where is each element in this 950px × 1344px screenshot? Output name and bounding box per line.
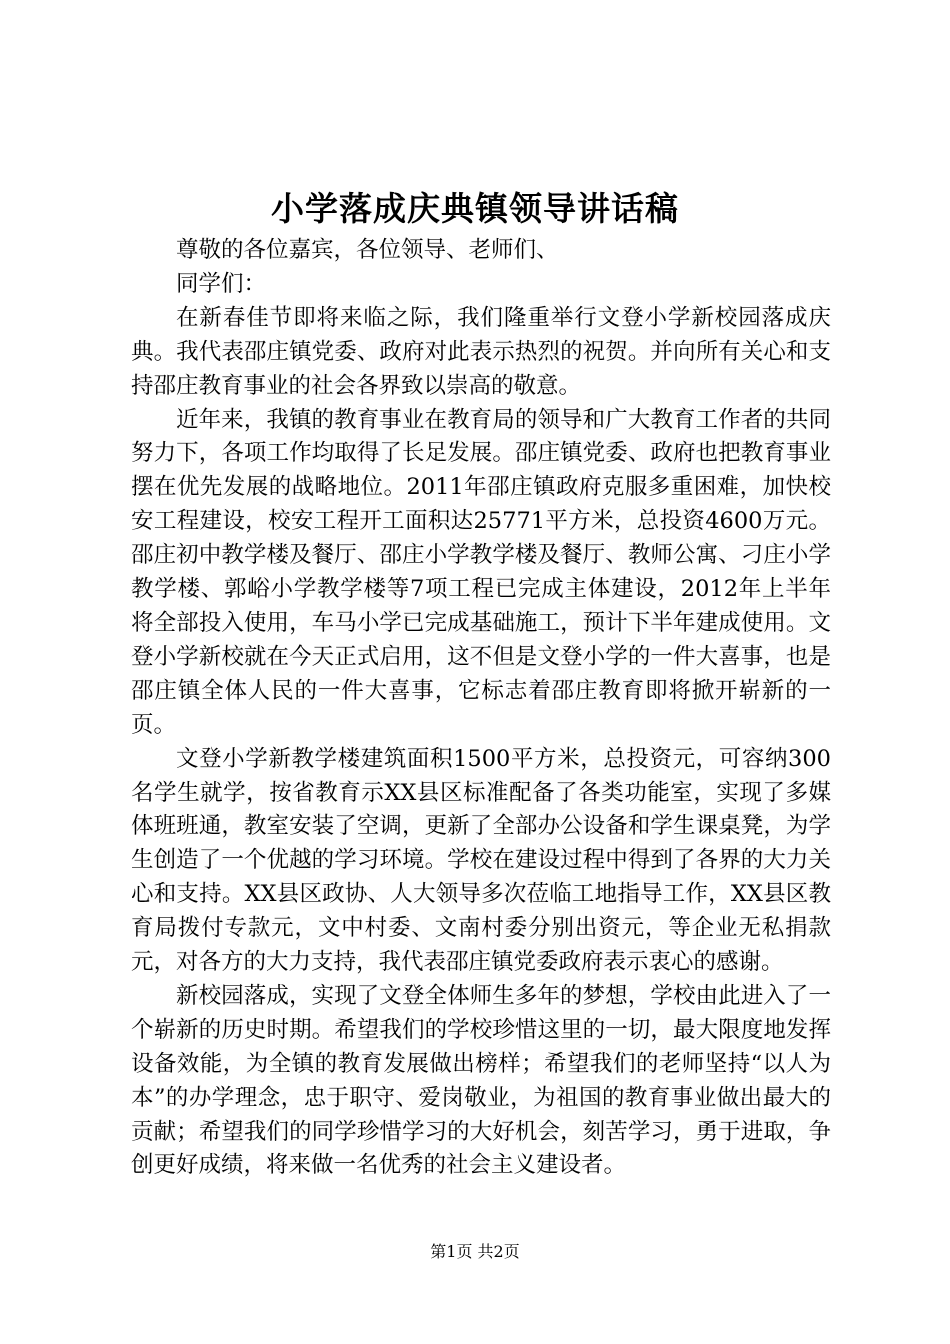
- paragraph-3: 文登小学新教学楼建筑面积1500平方米，总投资元，可容纳300名学生就学，按省教育示XX县区标准配备了各类功能室，实现了多媒体班班通，教室安装了空调，更新了全部办公设备和学生课桌凳，为学生创造了一个优越的学习环境。学校在建设过程中得到了各界的大力关心和支持。XX县区政协、人大领导多次莅临工地指导工作，XX县区教育局拨付专款元，文中村委、文南村委分别出资元，等企业无私捐款元，对各方的大力支持，我代表邵庄镇党委政府表示衷心的感谢。: [131, 745, 831, 976]
- page-footer: 第1页 共2页: [430, 1242, 520, 1261]
- document-body: [131, 234, 831, 1183]
- salutation-line-1: 尊敬的各位嘉宾，各位领导、老师们、: [176, 237, 559, 263]
- paragraph-4: 新校园落成，实现了文登全体师生多年的梦想，学校由此进入了一个崭新的历史时期。希望我们的学校珍惜这里的一切，最大限度地发挥设备效能，为全镇的教育发展做出榜样；希望我们的老师坚持“以人为本”的办学理念，忠于职守、爱岗敬业，为祖国的教育事业做出最大的贡献；希望我们的同学珍惜学习的大好机会，刻苦学习，勇于进取，争创更好成绩，将来做一名优秀的社会主义建设者。: [131, 982, 831, 1179]
- paragraph-2: 近年来，我镇的教育事业在教育局的领导和广大教育工作者的共同努力下，各项工作均取得了长足发展。邵庄镇党委、政府也把教育事业摆在优先发展的战略地位。2011年邵庄镇政府克服多重困难，加快校安工程建设，校安工程开工面积达25771平方米，总投资4600万元。邵庄初中教学楼及餐厅、邵庄小学教学楼及餐厅、教师公寓、刁庄小学教学楼、郭峪小学教学楼等7项工程已完成主体建设，2012年上半年将全部投入使用，车马小学已完成基础施工，预计下半年建成使用。文登小学新校就在今天正式启用，这不但是文登小学的一件大喜事，也是邵庄镇全体人民的一件大喜事，它标志着邵庄教育即将掀开崭新的一页。: [131, 406, 831, 738]
- page-title: 小学落成庆典镇领导讲话稿: [271, 189, 679, 228]
- salutation-line-2: 同学们：: [176, 270, 267, 297]
- paragraph-1: 在新春佳节即将来临之际，我们隆重举行文登小学新校园落成庆典。我代表邵庄镇党委、政府对此表示热烈的祝贺。并向所有关心和支持邵庄教育事业的社会各界致以崇高的敬意。: [131, 304, 831, 399]
